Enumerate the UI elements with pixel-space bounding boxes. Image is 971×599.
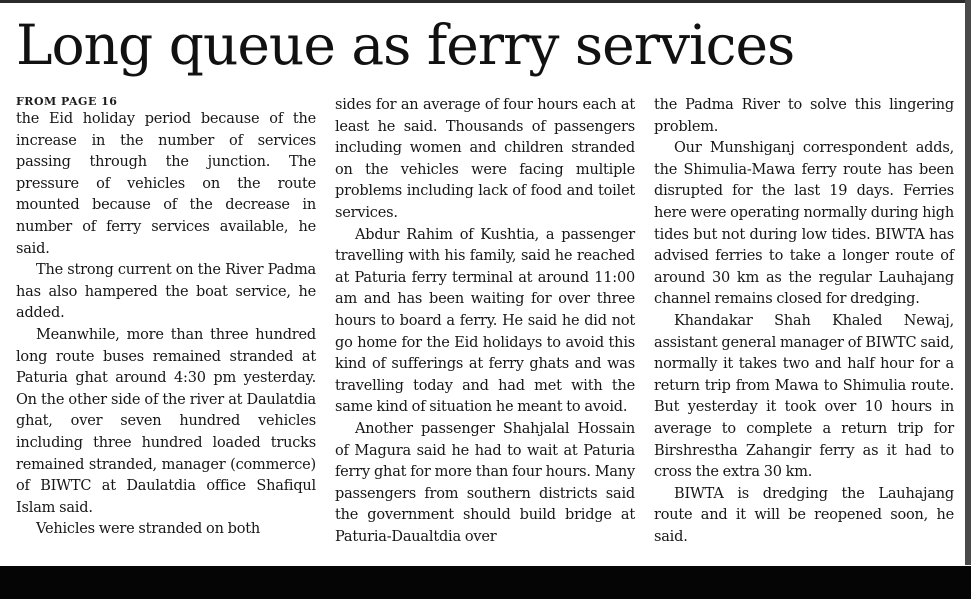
right-edge-rule: [965, 0, 971, 565]
paragraph: Abdur Rahim of Kushtia, a passenger travelling with his family, said he reached at Paturia ferry terminal at around 11:00 am and has been waiting for over three hours to board a ferry. He said he did not go home for the Eid holidays to avoid this kind of sufferings at ferry ghats and was travelling today and had met with the same kind of situation he meant to avoid.: [335, 226, 635, 416]
article-column-2: [335, 95, 635, 548]
top-rule: [0, 0, 971, 3]
paragraph: Another passenger Shahjalal Hossain of Magura said he had to wait at Paturia ferry ghat for more than four hours. Many passengers from southern districts said the government should build bridge at Paturia-Daualtdia over: [335, 420, 635, 545]
bottom-black-bar: [0, 566, 971, 599]
paragraph: the Eid holiday period because of the increase in the number of services passing through the junction. The pressure of vehicles on the route mounted because of the decrease in number of ferry services available, he said.: [16, 111, 316, 257]
article-column-1: [16, 95, 316, 541]
headline: Long queue as ferry services: [16, 13, 795, 77]
paragraph: the Padma River to solve this lingering problem.: [654, 97, 954, 135]
paragraph: BIWTA is dredging the Lauhajang route and it will be reopened soon, he said.: [654, 485, 954, 545]
paragraph: Vehicles were stranded on both: [36, 521, 260, 538]
paragraph: sides for an average of four hours each at least he said. Thousands of passengers including women and children stranded on the vehicles were facing multiple problems including lack of food and toilet services.: [335, 97, 635, 221]
paragraph: Our Munshiganj correspondent adds, the Shimulia-Mawa ferry route has been disrupted for the last 19 days. Ferries here were operating normally during high tides but not during low tides. BIWTA has advised ferries to take a longer route of around 30 km as the regular Lauhajang channel remains closed for dredging.: [654, 140, 955, 308]
paragraph: Meanwhile, more than three hundred long route buses remained stranded at Paturia ghat around 4:30 pm yesterday. On the other side of the river at Daulatdia ghat, over seven hundred vehicles including three hundred loaded trucks remained stranded, manager (commerce) of BIWTC at Daulatdia office Shafiqul Islam said.: [16, 326, 316, 516]
article-column-3: [654, 95, 954, 548]
paragraph: Khandakar Shah Khaled Newaj, assistant general manager of BIWTC said, normally it takes two and half hour for a return trip from Mawa to Shimulia route. But yesterday it took over 10 hours in average to complete a return trip for Birshrestha Zahangir ferry as it had to cross the extra 30 km.: [654, 312, 954, 481]
article-body: [16, 95, 960, 565]
paragraph: The strong current on the River Padma has also hampered the boat service, he added.: [16, 262, 316, 322]
jump-label: FROM PAGE 16: [16, 95, 118, 108]
